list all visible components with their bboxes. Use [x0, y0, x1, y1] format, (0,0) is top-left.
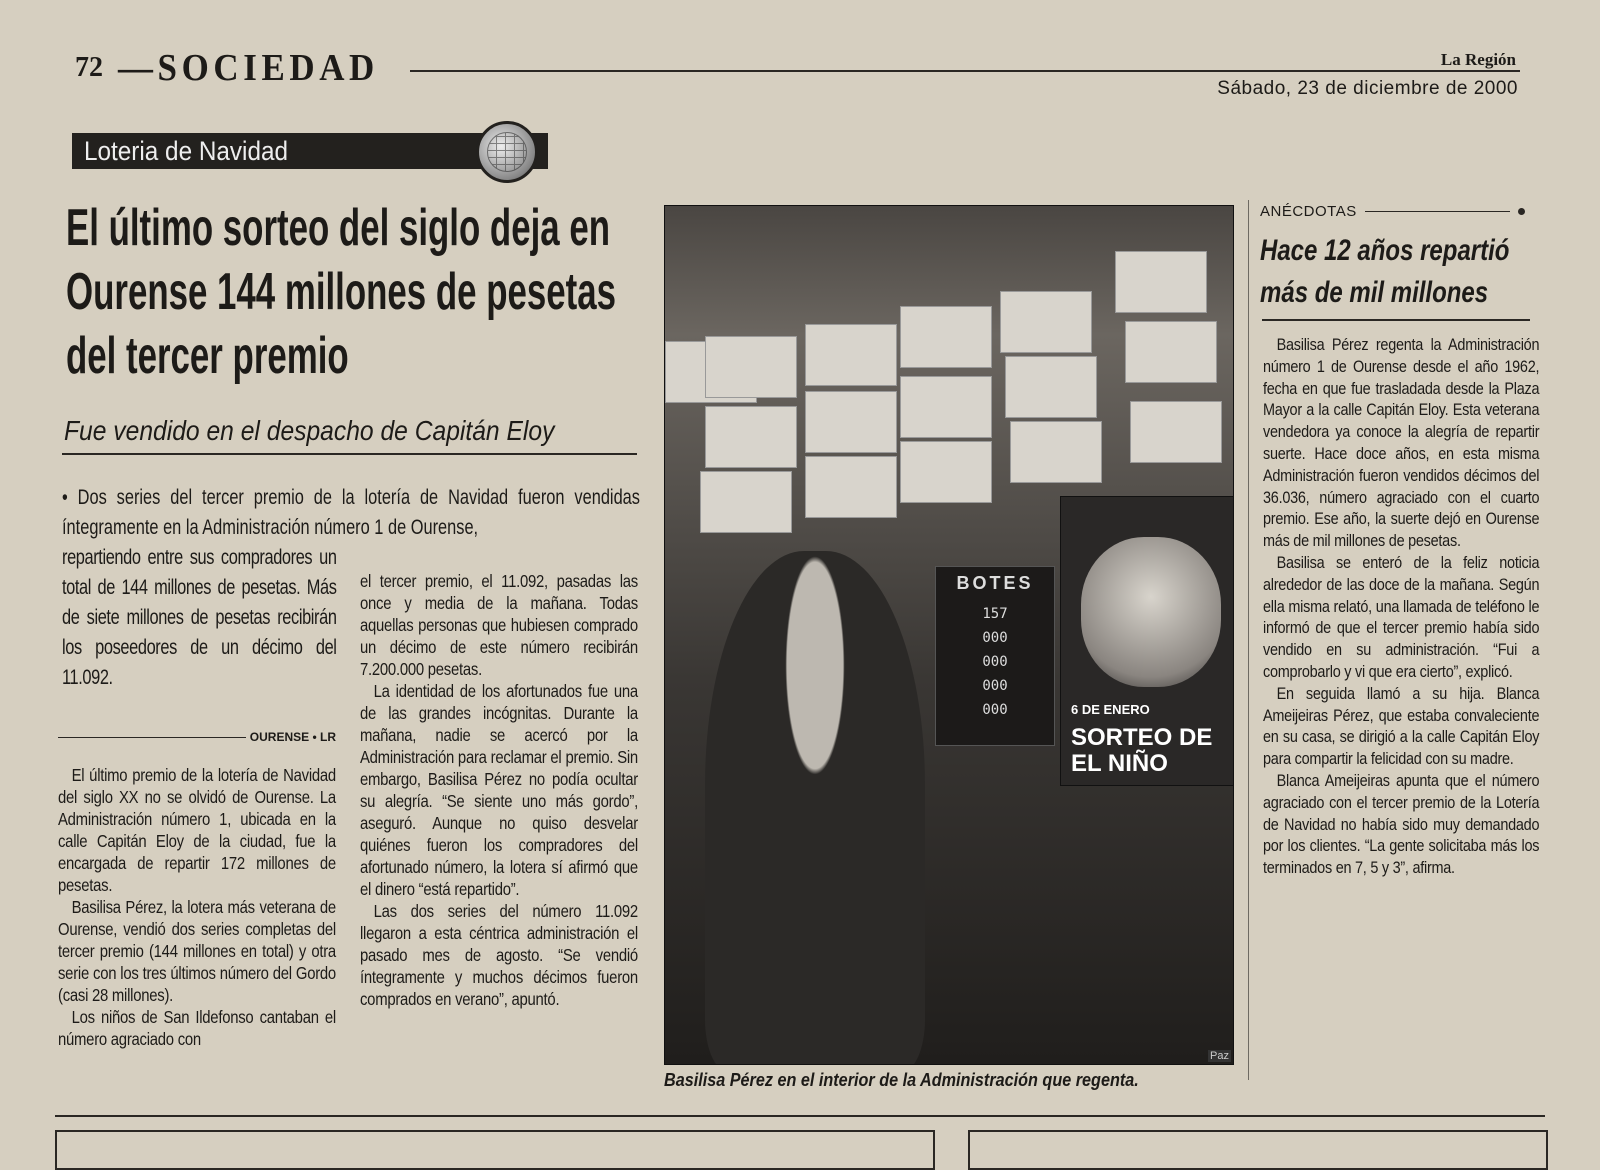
sidebar-rule	[1262, 319, 1530, 321]
botes-poster	[935, 566, 1055, 746]
header-rule	[410, 70, 1520, 72]
paragraph: Basilisa Pérez, la lotera más veterana de Ourense, vendió dos series completas del tercer premio (144 millones en total) y otra serie con los tres últimos número del Gordo (casi 28 millones).	[58, 897, 336, 1005]
lottery-ticket	[805, 324, 897, 386]
paragraph: Los niños de San Ildefonso cantaban el número agraciado con	[58, 1007, 336, 1049]
botes-title: BOTES	[956, 573, 1034, 593]
botes-number: 000	[982, 678, 1008, 694]
poster-title: SORTEO DE EL NIÑO	[1071, 724, 1213, 777]
sidebar-headline: Hace 12 años repartió más de mil millones	[1260, 234, 1510, 309]
lottery-ticket	[1115, 251, 1207, 313]
lottery-ticket	[1130, 401, 1222, 463]
botes-number: 000	[982, 630, 1008, 646]
next-article-box	[968, 1130, 1548, 1170]
botes-number: 157	[982, 606, 1008, 622]
baby-image	[1081, 537, 1221, 687]
sidebar-column	[1263, 334, 1539, 879]
lottery-ticket	[1125, 321, 1217, 383]
lottery-ticket	[1005, 356, 1097, 418]
photo-credit: Paz	[1210, 1050, 1229, 1062]
lottery-ticket	[700, 471, 792, 533]
lottery-ticket	[900, 441, 992, 503]
bottom-rule	[55, 1115, 1545, 1117]
lottery-ticket	[1000, 291, 1092, 353]
section-name: SOCIEDAD	[157, 47, 379, 89]
lead-paragraph: • Dos series del tercer premio de la lotería de Navidad fueron vendidas íntegramente en la Administración número 1 de Ourense,	[62, 486, 640, 539]
issue-date: Sábado, 23 de diciembre de 2000	[1217, 78, 1518, 99]
paragraph: Basilisa se enteró de la feliz noticia alrededor de las doce de la mañana. Según ella misma relató, una llamada de teléfono le informó de que el tercer premio había sido vendido en su administración. “Fui a comprobarlo y vi que era cierto”, explicó.	[1263, 552, 1540, 681]
paragraph: el tercer premio, el 11.092, pasadas las once y media de la mañana. Todas aquellas personas que hubiesen comprado un décimo de este número recibirán 7.200.000 pesetas.	[360, 571, 638, 679]
banner-label: Loteria de Navidad	[84, 136, 288, 166]
paragraph: El último premio de la lotería de Navidad del siglo XX no se olvidó de Ourense. La Administración número 1, ubicada en la calle Capitán Eloy de la ciudad, fue la encargada de repartir 172 millones de pesetas.	[58, 765, 336, 895]
globe-icon	[476, 121, 538, 183]
nino-poster	[1060, 496, 1234, 786]
paragraph: Las dos series del número 11.092 llegaron a esta céntrica administración el pasado mes de agosto. “Se vendió íntegramente y muchos décimos fueron comprados en verano”, apuntó.	[360, 901, 638, 1009]
botes-number: 000	[982, 702, 1008, 718]
article-headline: El último sorteo del siglo deja en Ourense 144 millones de pesetas del tercer premio	[66, 199, 616, 385]
lottery-ticket	[705, 336, 797, 398]
subtitle-rule	[62, 453, 637, 455]
woman-on-phone	[705, 551, 925, 1065]
lottery-ticket	[705, 406, 797, 468]
lottery-ticket	[1010, 421, 1102, 483]
article-column-1	[58, 764, 336, 1050]
paragraph: En seguida llamó a su hija. Blanca Ameijeiras Pérez, que estaba convaleciente en su casa, se dirigió a la calle Capitán Eloy para compartir la felicidad con su madre.	[1263, 683, 1540, 769]
byline	[58, 730, 336, 744]
paragraph: Blanca Ameijeiras apunta que el número agraciado con el tercer premio de la Lotería de Navidad no había sido muy demandado por los clientes. “La gente solicitaba más los terminados en 7, 5 y 3”, afirma.	[1263, 770, 1540, 878]
lottery-ticket	[900, 306, 992, 368]
lottery-ticket	[805, 456, 897, 518]
paragraph: Basilisa Pérez regenta la Administración número 1 de Ourense desde el año 1962, fecha en que fue trasladada desde la Plaza Mayor a la calle Capitán Eloy. Esta veterana vendedora ya conoce la alegría de repartir suerte. Hace doce años, en esta misma Administración fueron vendidos décimos del 36.036, número agraciado con el cuarto premio. Ese año, la suerte dejó en Ourense más de mil millones de pesetas.	[1263, 335, 1540, 551]
photo-caption: Basilisa Pérez en el interior de la Administración que regenta.	[664, 1070, 1139, 1090]
lottery-ticket	[805, 391, 897, 453]
section-title: —SOCIEDAD	[118, 47, 379, 89]
page-number: 72	[75, 52, 103, 83]
byline-text: OURENSE • LR	[249, 730, 336, 744]
newspaper-name: La Región	[1440, 50, 1516, 69]
poster-date: 6 DE ENERO	[1071, 702, 1150, 717]
next-article-box	[55, 1130, 935, 1170]
article-column-2	[360, 570, 638, 1010]
lottery-ticket	[900, 376, 992, 438]
paragraph: La identidad de los afortunados fue una de las grandes incógnitas. Durante la mañana, nadie se acercó por la Administración para reclamar el premio. Sin embargo, Basilisa Pérez no podía ocultar su alegría. “Se siente uno más gordo”, aseguró. Aunque no quiso desvelar quiénes fueron los compradores del afortunado número, la lotera sí afirmó que el dinero “está repartido”.	[360, 681, 638, 899]
kicker-text: ANÉCDOTAS	[1260, 203, 1357, 220]
botes-number: 000	[982, 654, 1008, 670]
article-photo	[664, 205, 1234, 1065]
column-divider	[1248, 200, 1249, 1080]
article-subtitle: Fue vendido en el despacho de Capitán Eloy	[64, 415, 555, 446]
sidebar-kicker	[1260, 203, 1525, 220]
lead-paragraph-continued: repartiendo entre sus compradores un total de 144 millones de pesetas. Más de siete millones de pesetas recibirán los poseedores de un décimo del 11.092.	[62, 546, 337, 689]
